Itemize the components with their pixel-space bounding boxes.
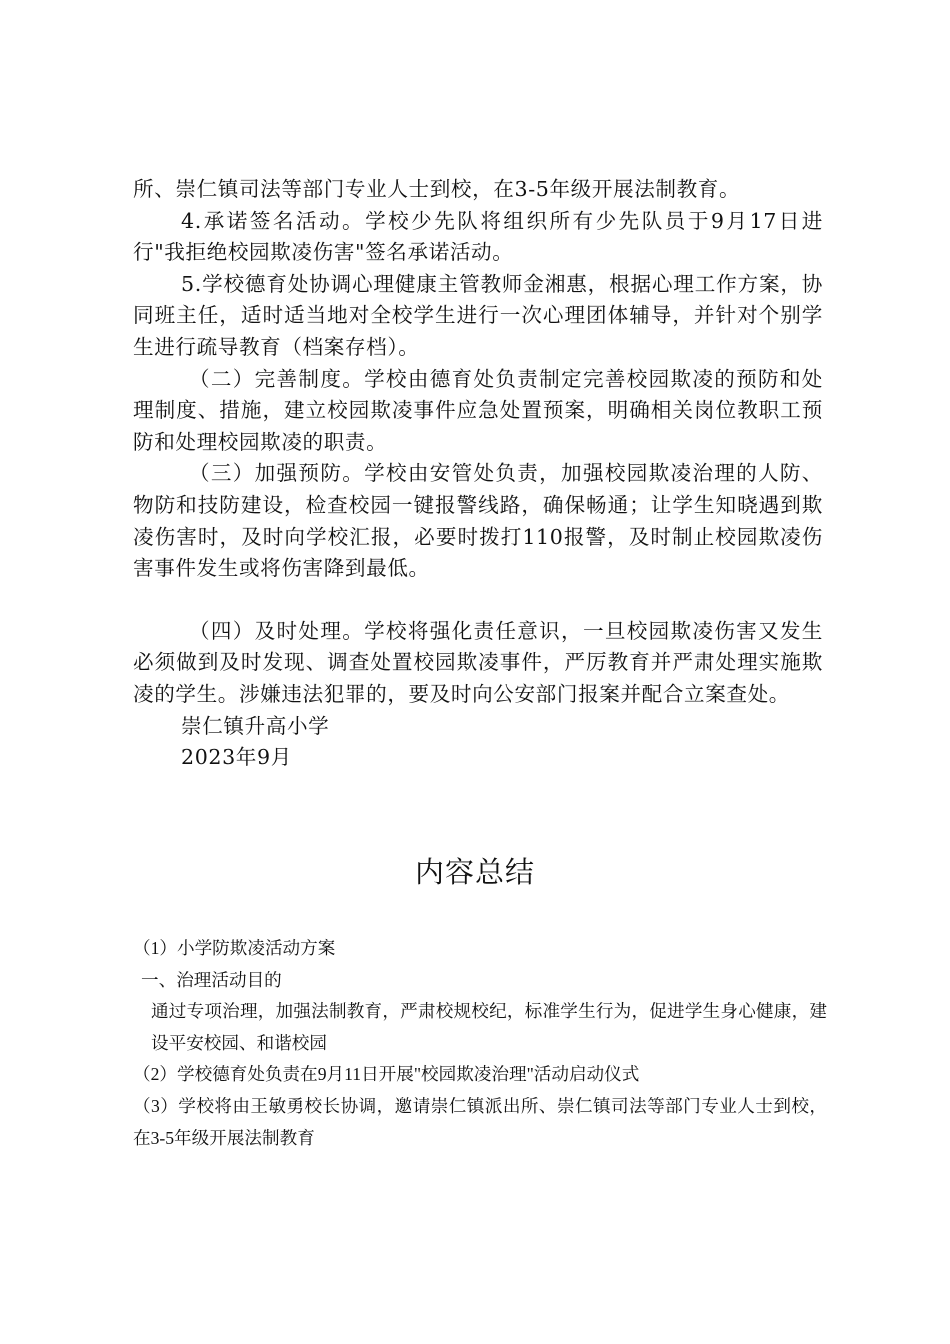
- summary-line-2: 一、治理活动目的: [141, 969, 282, 990]
- paragraph-item-4: 4.承诺签名活动。学校少先队将组织所有少先队员于9月17日进行"我拒绝校园欺凌伤害"签名承诺活动。: [133, 208, 823, 265]
- summary-line-1: （1）小学防欺凌活动方案: [133, 938, 336, 958]
- paragraph-section-2: （二）完善制度。学校由德育处负责制定完善校园欺凌的预防和处理制度、措施，建立校园欺凌事件应急处置预案，明确相关岗位教职工预防和处理校园欺凌的职责。: [133, 366, 823, 454]
- body-text: [133, 174, 823, 774]
- summary-line-3: 通过专项治理，加强法制教育，严肃校规校纪，标准学生行为，促进学生身心健康，建设平安校园、和谐校园: [151, 1001, 827, 1053]
- summary-title: 内容总结: [414, 855, 535, 889]
- summary-section: [133, 933, 827, 1154]
- signature-date: 2023年9月: [181, 745, 292, 770]
- paragraph-continuation: 所、崇仁镇司法等部门专业人士到校，在3-5年级开展法制教育。: [133, 177, 741, 201]
- summary-line-5: （3）学校将由王敏勇校长协调，邀请崇仁镇派出所、崇仁镇司法等部门专业人士到校，在3-5年级开展法制教育: [133, 1095, 827, 1148]
- paragraph-section-4: （四）及时处理。学校将强化责任意识，一旦校园欺凌伤害又发生必须做到及时发现、调查处置校园欺凌事件，严厉教育并严肃处理实施欺凌的学生。涉嫌违法犯罪的，要及时向公安部门报案并配合立案查处。: [133, 618, 823, 706]
- paragraph-item-5: 5.学校德育处协调心理健康主管教师金湘惠，根据心理工作方案，协同班主任，适时适当地对全校学生进行一次心理团体辅导，并针对个别学生进行疏导教育（档案存档）。: [133, 271, 823, 359]
- signature-school: 崇仁镇升高小学: [181, 713, 330, 738]
- paragraph-section-3: （三）加强预防。学校由安管处负责，加强校园欺凌治理的人防、物防和技防建设，检查校园一键报警线路，确保畅通；让学生知晓遇到欺凌伤害时，及时向学校汇报，必要时拨打110报警，及时制止校园欺凌伤害事件发生或将伤害降到最低。: [133, 461, 823, 581]
- summary-line-4: （2）学校德育处负责在9月11日开展"校园欺凌治理"活动启动仪式: [133, 1064, 640, 1085]
